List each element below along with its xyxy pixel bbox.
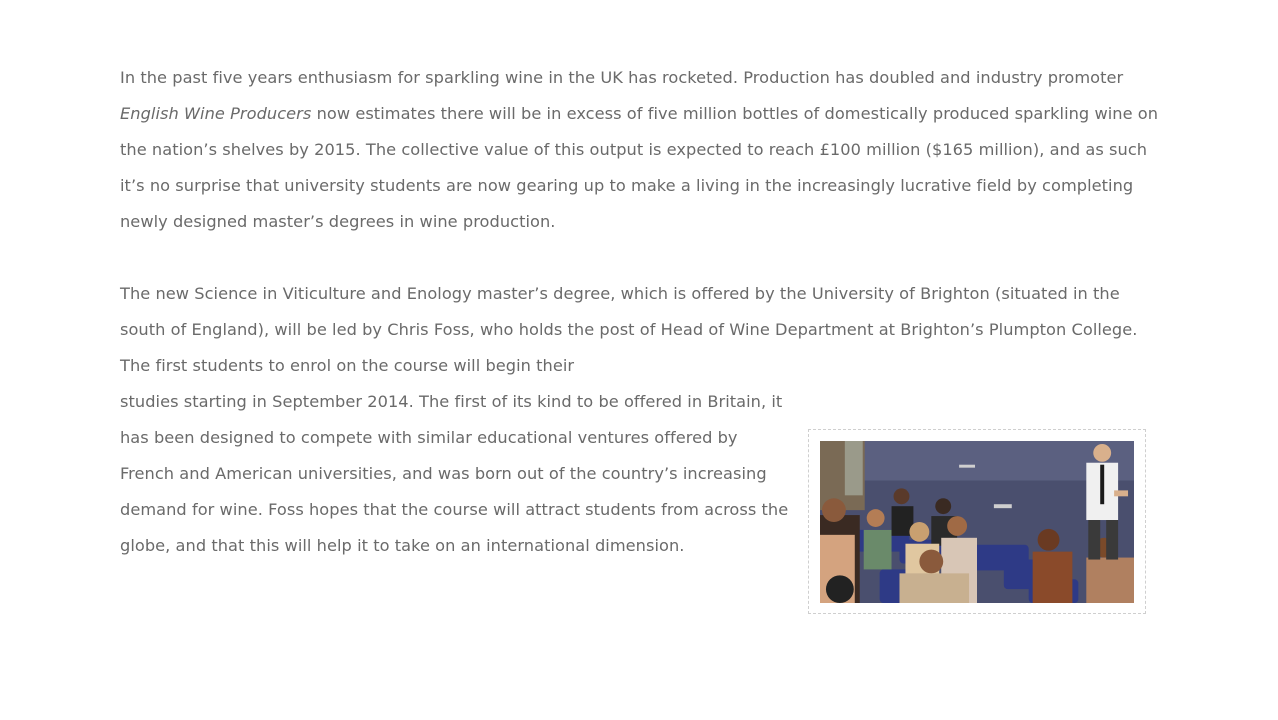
photo-frame [808,429,1146,614]
paragraph-degree [120,276,1160,384]
producer-name: English Wine Producers [120,104,312,123]
intro-text-start: In the past five years enthusiasm for sparkling wine in the UK has rocketed. Production has doubled and industry promoter [120,68,1124,87]
paragraph-degree-continued [120,384,790,564]
degree-text-end: studies starting in September 2014. The first of its kind to be offered in Britain, it has been designed to compete with similar educational ventures offered by French and American universities, and was born out of the country’s increasing demand for wine. Foss hopes that the course will attract students from across the globe, and that this will help it to take on an international dimension. [120,392,789,555]
intro-text-end: now estimates there will be in excess of five million bottles of domestically produced sparkling wine on the nation’s shelves by 2015. The collective value of this output is expected to reach £100 million ($165 million), and as such it’s no surprise that university students are now gearing up to make a living in the increasingly lucrative field by completing newly designed master’s degrees in wine production. [120,104,1159,231]
paragraph-intro [120,60,1160,240]
degree-text-start: The new Science in Viticulture and Enology master’s degree, which is offered by the University of Brighton (situated in the south of England), will be led by Chris Foss, who holds the post of Head of Wine Department at Brighton’s Plumpton College. The first students to enrol on the course will begin their [120,284,1138,375]
lecture-hall-photo [820,441,1134,603]
